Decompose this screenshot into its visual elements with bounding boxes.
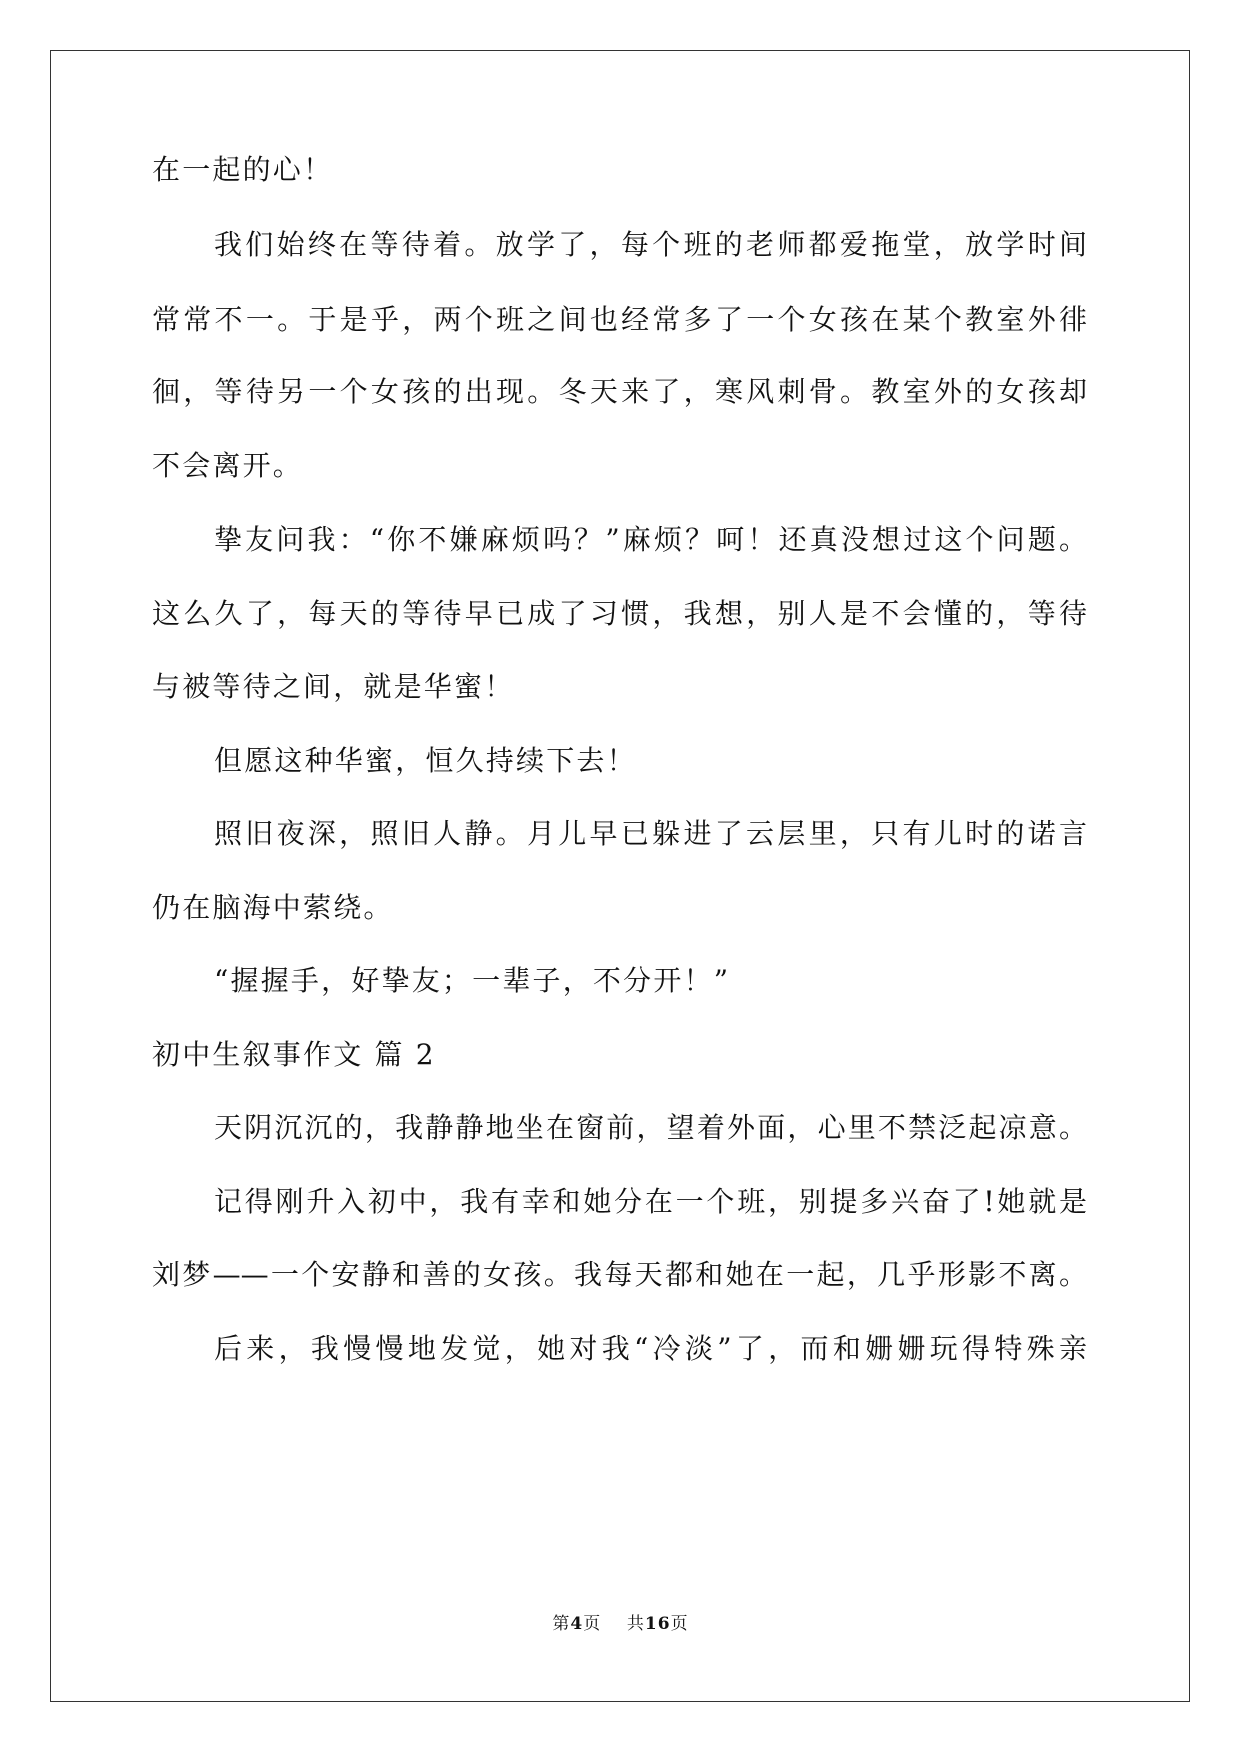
text-line: 刘梦——一个安静和善的女孩。我每天都和她在一起，几乎形影不离。 bbox=[152, 1258, 1087, 1291]
page-border bbox=[50, 50, 1190, 1702]
text-line: 挚友问我：“你不嫌麻烦吗？”麻烦？呵！还真没想过这个问题。 bbox=[214, 523, 1087, 556]
page-prefix: 第 bbox=[552, 1614, 571, 1634]
section-heading: 初中生叙事作文 篇 2 bbox=[152, 1038, 436, 1071]
text-line: 与被等待之间，就是华蜜！ bbox=[152, 670, 515, 703]
text-line: 这么久了，每天的等待早已成了习惯，我想，别人是不会懂的，等待 bbox=[152, 597, 1087, 630]
text-line: 仍在脑海中萦绕。 bbox=[152, 891, 394, 924]
text-line: 在一起的心！ bbox=[152, 153, 334, 186]
page-number: 4 bbox=[570, 1614, 584, 1634]
text-line: 常常不一。于是乎，两个班之间也经常多了一个女孩在某个教室外徘 bbox=[152, 303, 1087, 336]
text-line: “握握手，好挚友；一辈子，不分开！” bbox=[214, 964, 731, 997]
page-footer bbox=[0, 1612, 1241, 1636]
text-line: 照旧夜深，照旧人静。月儿早已躲进了云层里，只有儿时的诺言 bbox=[214, 817, 1087, 850]
text-line: 徊，等待另一个女孩的出现。冬天来了，寒风刺骨。教室外的女孩却 bbox=[152, 375, 1087, 408]
text-line: 记得刚升入初中，我有幸和她分在一个班，别提多兴奋了!她就是 bbox=[214, 1185, 1087, 1218]
page-suffix: 页 bbox=[583, 1614, 602, 1634]
text-line: 后来，我慢慢地发觉，她对我“冷淡”了，而和姗姗玩得特殊亲 bbox=[214, 1332, 1087, 1365]
text-line: 天阴沉沉的，我静静地坐在窗前，望着外面，心里不禁泛起凉意。 bbox=[214, 1111, 1087, 1144]
total-suffix: 页 bbox=[670, 1614, 689, 1634]
total-pages: 16 bbox=[644, 1614, 671, 1634]
text-line: 但愿这种华蜜，恒久持续下去！ bbox=[214, 744, 637, 777]
total-prefix: 共 bbox=[626, 1614, 645, 1634]
text-line: 我们始终在等待着。放学了，每个班的老师都爱拖堂，放学时间 bbox=[214, 228, 1087, 261]
text-line: 不会离开。 bbox=[152, 449, 304, 482]
